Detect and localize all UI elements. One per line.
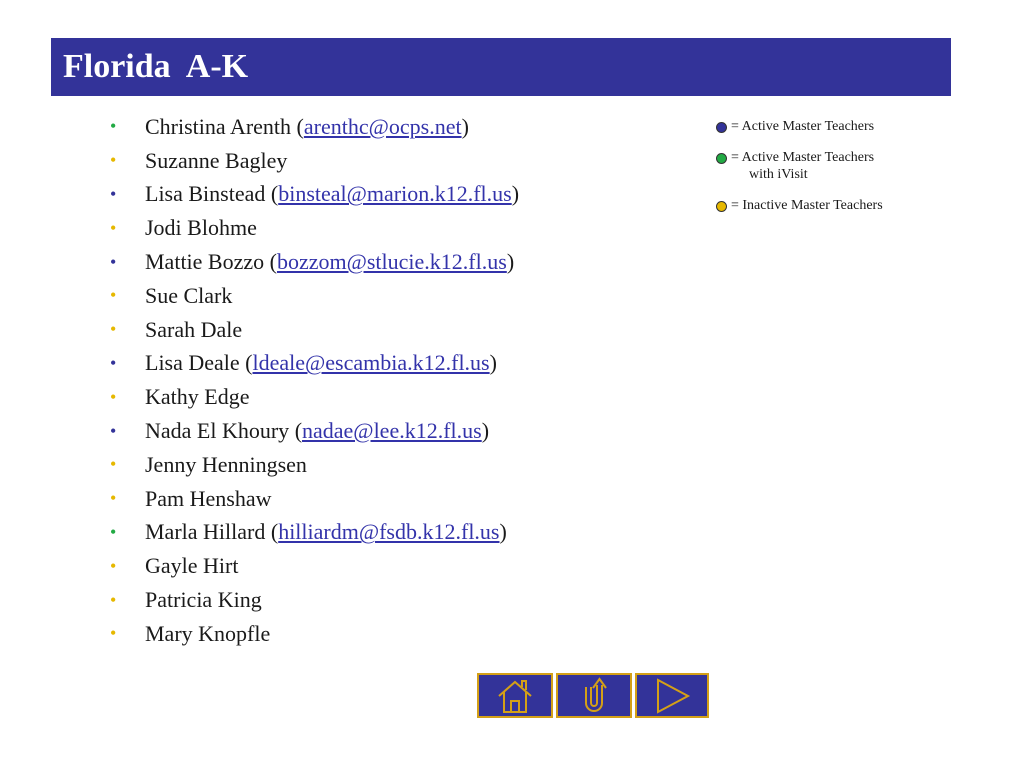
email-link[interactable]: bozzom@stlucie.k12.fl.us [276, 249, 507, 275]
list-item: • Lisa Deale ( ldeale@escambia.k12.fl.us ) [110, 350, 497, 376]
page-title: Florida A-K [63, 48, 249, 85]
bullet-icon: • [110, 285, 117, 306]
play-triangle-icon [652, 677, 692, 715]
teacher-list [110, 110, 519, 651]
email-link[interactable]: binsteal@marion.k12.fl.us [278, 181, 512, 207]
ivisit-dot-icon [716, 153, 727, 164]
home-button[interactable] [477, 673, 553, 718]
teacher-name: Sue Clark [145, 282, 233, 308]
legend-active-label: = Active Master Teachers [731, 119, 875, 134]
list-item [110, 211, 519, 245]
bullet-icon: • [110, 116, 117, 137]
teacher-name: Nada El Khoury [145, 418, 290, 444]
legend-ivisit-label [731, 149, 874, 183]
bullet-icon: • [110, 521, 117, 542]
bullet-icon: • [110, 454, 117, 475]
teacher-name: Lisa Deale [145, 350, 240, 376]
email-link[interactable]: hilliardm@fsdb.k12.fl.us [278, 519, 500, 545]
next-button[interactable] [635, 673, 709, 718]
return-arrow-icon [574, 677, 614, 715]
teacher-name: Sarah Dale [145, 316, 243, 342]
bullet-icon: • [110, 386, 117, 407]
title-bar [51, 38, 951, 96]
list-item: • Nada El Khoury ( nadae@lee.k12.fl.us ) [110, 418, 490, 444]
bullet-icon: • [110, 183, 117, 204]
list-item [110, 144, 519, 178]
home-icon [495, 677, 535, 715]
legend-inactive-label: = Inactive Master Teachers [731, 198, 883, 213]
list-item [110, 583, 519, 617]
list-item [110, 482, 519, 516]
teacher-name: Mary Knopfle [145, 620, 271, 646]
list-item [110, 448, 519, 482]
list-item: • Lisa Binstead ( binsteal@marion.k12.fl.us ) [110, 181, 520, 207]
teacher-name: Marla Hillard [145, 519, 266, 545]
teacher-name: Gayle Hirt [145, 553, 239, 579]
active-dot-icon [716, 122, 727, 133]
legend-ivisit-line1: = Active Master Teachers [731, 150, 875, 165]
bullet-icon: • [110, 589, 117, 610]
bullet-icon: • [110, 352, 117, 373]
list-item [110, 380, 519, 414]
teacher-name: Christina Arenth [145, 113, 292, 139]
list-item [110, 549, 519, 583]
teacher-name: Pam Henshaw [145, 485, 272, 511]
teacher-name: Patricia King [145, 587, 262, 613]
inactive-dot-icon [716, 201, 727, 212]
bullet-icon: • [110, 217, 117, 238]
legend-active [716, 118, 883, 135]
teacher-name: Mattie Bozzo [145, 249, 265, 275]
legend-ivisit-line2: with iVisit [749, 167, 808, 182]
teacher-name: Lisa Binstead [145, 181, 266, 207]
legend-ivisit [716, 149, 883, 183]
teacher-name: Jodi Blohme [145, 215, 257, 241]
back-button[interactable] [556, 673, 632, 718]
email-link[interactable]: nadae@lee.k12.fl.us [302, 418, 482, 444]
list-item [110, 313, 519, 347]
teacher-name: Jenny Henningsen [145, 451, 307, 477]
bullet-icon: • [110, 555, 117, 576]
bullet-icon: • [110, 150, 117, 171]
list-item [110, 617, 519, 651]
teacher-name: Suzanne Bagley [145, 147, 288, 173]
email-link[interactable]: arenthc@ocps.net [303, 113, 462, 139]
email-link[interactable]: ldeale@escambia.k12.fl.us [252, 350, 490, 376]
bullet-icon: • [110, 623, 117, 644]
list-item: • Christina Arenth ( arenthc@ocps.net ) [110, 113, 469, 139]
legend-inactive [716, 197, 883, 214]
list-item: • Marla Hillard ( hilliardm@fsdb.k12.fl.us ) [110, 519, 507, 545]
bullet-icon: • [110, 251, 117, 272]
list-item: • Mattie Bozzo ( bozzom@stlucie.k12.fl.us ) [110, 249, 515, 275]
teacher-name: Kathy Edge [145, 384, 250, 410]
list-item [110, 279, 519, 313]
legend [716, 118, 883, 228]
bullet-icon: • [110, 319, 117, 340]
bullet-icon: • [110, 488, 117, 509]
bullet-icon: • [110, 420, 117, 441]
